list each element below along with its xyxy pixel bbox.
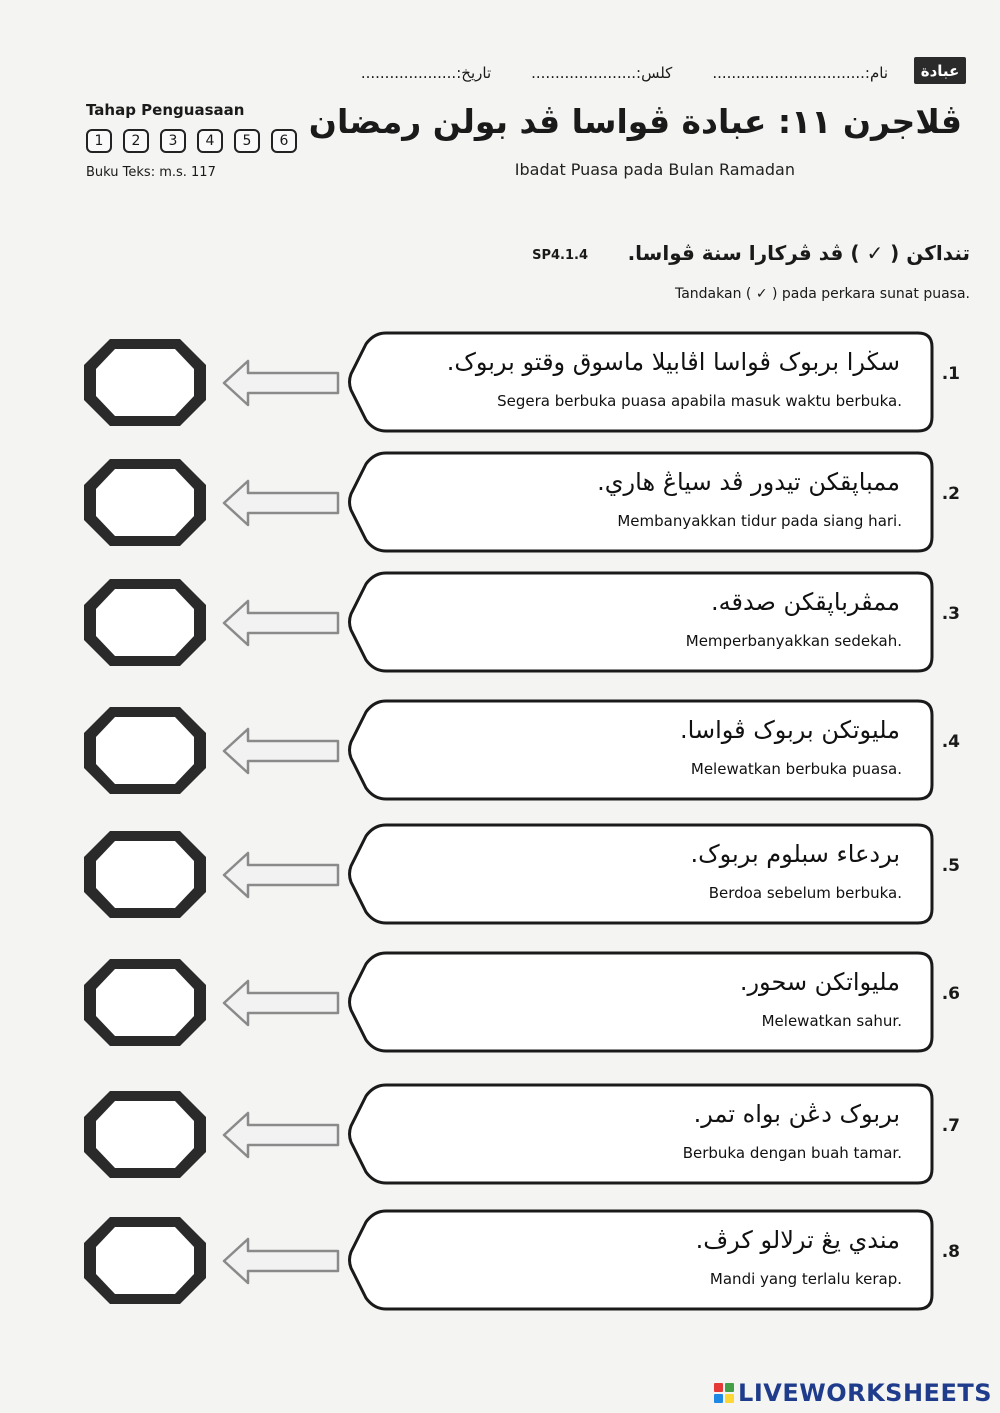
question-number: .1 (941, 364, 960, 384)
statement-tag-box (346, 1082, 936, 1186)
name-label: نام: (864, 64, 888, 82)
statement-tag-box (346, 570, 936, 674)
mastery-levels (86, 129, 297, 153)
instruction-arabic: تنداكن ( ✓ ) ڤد ڤركارا سنة ڤواسا. (627, 241, 970, 265)
textbook-reference: Buku Teks: m.s. 117 (86, 165, 216, 180)
statement-roman: Melewatkan berbuka puasa. (690, 760, 902, 778)
arrow-left-icon (222, 1110, 340, 1160)
page-title-arabic: ڤلاجرن ١١: عبادة ڤواسا ڤد بولن رمضان (308, 102, 962, 141)
question-number: .2 (941, 484, 960, 504)
mastery-level-label: Tahap Penguasaan (86, 101, 245, 119)
statement-arabic: سڬرا بربوک ڤواسا اڤابيلا ماسوق وقتو بربوک. (446, 348, 900, 376)
class-label: كلس: (636, 64, 673, 82)
statement-arabic: مندي يڠ ترلالو کرڤ. (695, 1226, 900, 1254)
mastery-level-box[interactable]: 6 (271, 129, 297, 153)
date-dots: .................... (360, 64, 457, 82)
octagon-answer-box[interactable] (80, 703, 210, 798)
statement-roman: Membanyakkan tidur pada siang hari. (617, 512, 902, 530)
octagon-answer-box[interactable] (80, 1213, 210, 1308)
statement-tag-box (346, 698, 936, 802)
question-number: .5 (941, 856, 960, 876)
statement-tag-box (346, 950, 936, 1054)
class-field[interactable] (531, 64, 672, 82)
octagon-answer-box[interactable] (80, 827, 210, 922)
question-item (0, 822, 1000, 932)
statement-arabic: مليواتکن سحور. (739, 968, 900, 996)
instruction-roman: Tandakan ( ✓ ) pada perkara sunat puasa. (674, 286, 970, 302)
arrow-left-icon (222, 726, 340, 776)
mastery-level-box[interactable]: 2 (123, 129, 149, 153)
question-item (0, 698, 1000, 808)
question-number: .8 (941, 1242, 960, 1262)
statement-roman: Segera berbuka puasa apabila masuk waktu berbuka. (497, 392, 902, 410)
arrow-left-icon (222, 1236, 340, 1286)
question-item (0, 570, 1000, 680)
question-number: .7 (941, 1116, 960, 1136)
statement-tag-box (346, 822, 936, 926)
arrow-left-icon (222, 978, 340, 1028)
mastery-level-box[interactable]: 5 (234, 129, 260, 153)
mastery-level-box[interactable]: 4 (197, 129, 223, 153)
date-field[interactable] (361, 64, 491, 82)
question-item (0, 1208, 1000, 1318)
statement-tag-box (346, 450, 936, 554)
octagon-answer-box[interactable] (80, 955, 210, 1050)
arrow-left-icon (222, 358, 340, 408)
statement-tag-box (346, 330, 936, 434)
student-info-fields (84, 58, 888, 88)
standard-code: SP4.1.4 (532, 248, 588, 263)
octagon-answer-box[interactable] (80, 455, 210, 550)
mastery-level-box[interactable]: 3 (160, 129, 186, 153)
brand-name: LIVEWORKSHEETS (738, 1379, 992, 1407)
statement-roman: Berbuka dengan buah tamar. (682, 1144, 902, 1162)
statement-roman: Berdoa sebelum berbuka. (708, 884, 902, 902)
octagon-answer-box[interactable] (80, 335, 210, 430)
statement-arabic: ممڤرباپقکن صدقه. (710, 588, 900, 616)
page-title-roman: Ibadat Puasa pada Bulan Ramadan (514, 160, 795, 179)
statement-arabic: بردعاء سبلوم بربوک. (690, 840, 900, 868)
question-item (0, 950, 1000, 1060)
arrow-left-icon (222, 850, 340, 900)
class-dots: ...................... (531, 64, 637, 82)
question-number: .4 (941, 732, 960, 752)
brand-logo-icon (714, 1383, 734, 1403)
question-item (0, 330, 1000, 440)
statement-tag-box (346, 1208, 936, 1312)
statement-roman: Memperbanyakkan sedekah. (685, 632, 902, 650)
question-item (0, 450, 1000, 560)
question-number: .6 (941, 984, 960, 1004)
name-dots: ................................ (712, 64, 865, 82)
mastery-level-box[interactable]: 1 (86, 129, 112, 153)
question-item (0, 1082, 1000, 1192)
arrow-left-icon (222, 598, 340, 648)
subject-tab: عبادة (914, 57, 966, 84)
octagon-answer-box[interactable] (80, 575, 210, 670)
statement-roman: Mandi yang terlalu kerap. (709, 1270, 902, 1288)
statement-arabic: ممباپقکن تيدور ڤد سياڠ هاري. (597, 468, 900, 496)
statement-roman: Melewatkan sahur. (761, 1012, 902, 1030)
statement-arabic: مليوتکن بربوک ڤواسا. (680, 716, 900, 744)
arrow-left-icon (222, 478, 340, 528)
liveworksheets-logo (714, 1379, 992, 1407)
date-label: تاريخ: (456, 64, 492, 82)
name-field[interactable] (712, 64, 888, 82)
question-number: .3 (941, 604, 960, 624)
octagon-answer-box[interactable] (80, 1087, 210, 1182)
statement-arabic: بربوک دڠن بواه تمر. (693, 1100, 900, 1128)
